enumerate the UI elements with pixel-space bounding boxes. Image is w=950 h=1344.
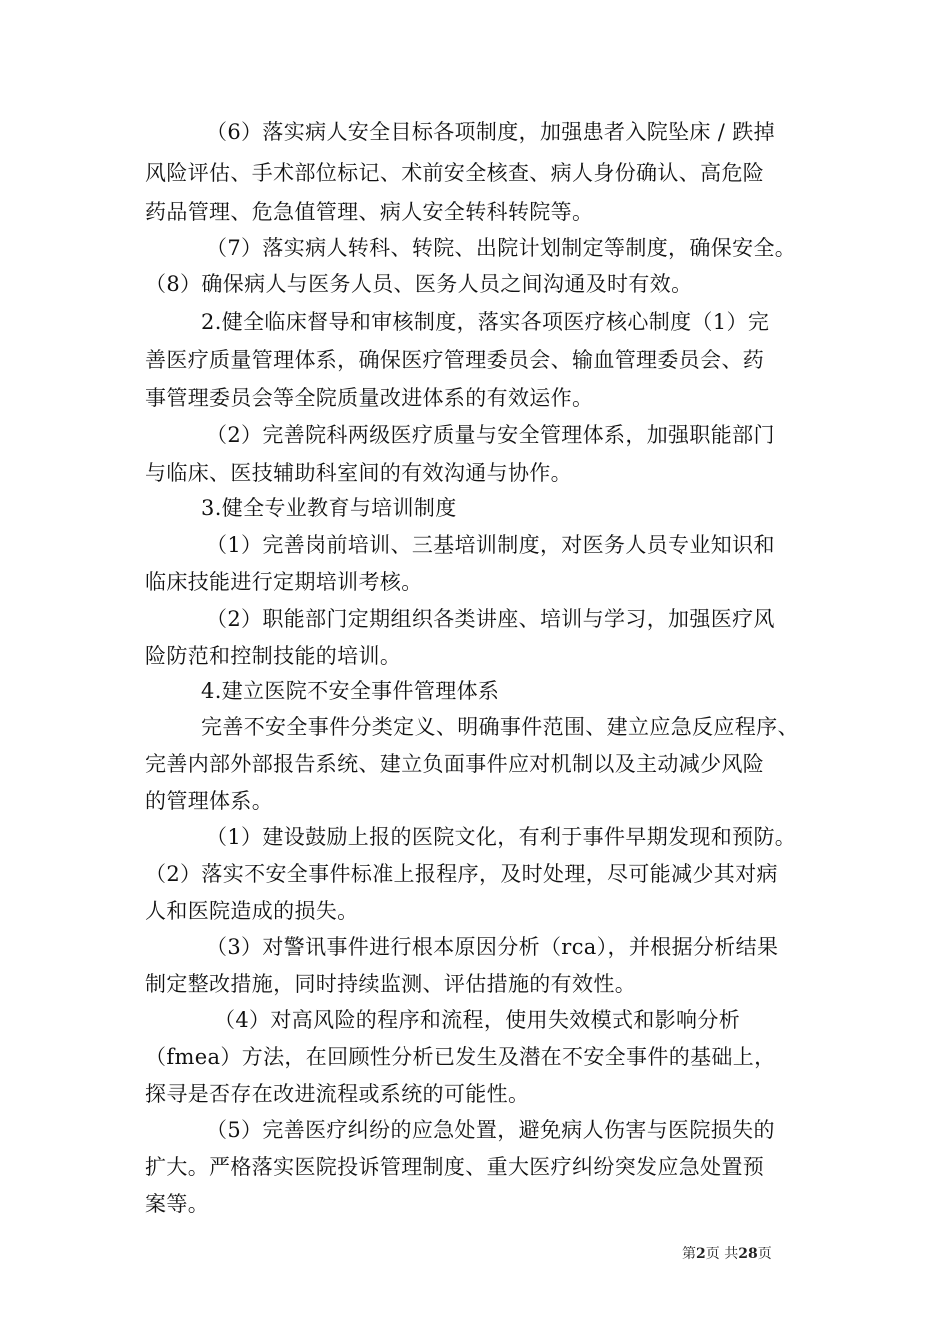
text-line: （3）对警讯事件进行根本原因分析（rca），并根据分析结果 bbox=[206, 935, 779, 959]
text-line: 探寻是否存在改进流程或系统的可能性。 bbox=[145, 1082, 530, 1106]
text-line: 与临床、医技辅助科室间的有效沟通与协作。 bbox=[145, 461, 572, 485]
footer-middle: 页 共 bbox=[705, 1246, 739, 1262]
text-line: 险防范和控制技能的培训。 bbox=[145, 644, 402, 668]
text-line: 药品管理、危急值管理、病人安全转科转院等。 bbox=[145, 200, 594, 224]
text-line: 风险评估、手术部位标记、术前安全核查、病人身份确认、高危险 bbox=[145, 161, 765, 185]
text-line: 制定整改措施，同时持续监测、评估措施的有效性。 bbox=[145, 972, 637, 996]
text-line: （2）职能部门定期组织各类讲座、培训与学习，加强医疗风 bbox=[206, 607, 775, 631]
text-line: 事管理委员会等全院质量改进体系的有效运作。 bbox=[145, 386, 594, 410]
text-line: 扩大。严格落实医院投诉管理制度、重大医疗纠纷突发应急处置预 bbox=[145, 1155, 765, 1179]
text-line: 善医疗质量管理体系，确保医疗管理委员会、输血管理委员会、药 bbox=[145, 348, 765, 372]
text-line: （fmea）方法，在回顾性分析已发生及潜在不安全事件的基础上， bbox=[145, 1045, 776, 1069]
text-line: （8）确保病人与医务人员、医务人员之间沟通及时有效。 bbox=[145, 272, 693, 296]
current-page-number: 2 bbox=[696, 1246, 706, 1262]
text-line: （2）落实不安全事件标准上报程序，及时处理，尽可能减少其对病 bbox=[145, 862, 778, 886]
text-line: （2）完善院科两级医疗质量与安全管理体系，加强职能部门 bbox=[206, 423, 775, 447]
text-line: （7）落实病人转科、转院、出院计划制定等制度，确保安全。 bbox=[206, 236, 797, 260]
text-line: （1）建设鼓励上报的医院文化，有利于事件早期发现和预防。 bbox=[206, 825, 797, 849]
total-pages-number: 28 bbox=[738, 1246, 758, 1262]
text-line: 2.健全临床督导和审核制度，落实各项医疗核心制度（1）完 bbox=[201, 310, 770, 334]
footer-suffix: 页 bbox=[757, 1246, 772, 1262]
text-line: （1）完善岗前培训、三基培训制度，对医务人员专业知识和 bbox=[206, 533, 775, 557]
text-line: （4）对高风险的程序和流程，使用失效模式和影响分析 bbox=[214, 1008, 741, 1032]
text-line: （6）落实病人安全目标各项制度，加强患者入院坠床 / 跌掉 bbox=[206, 120, 775, 144]
footer-prefix: 第 bbox=[682, 1246, 696, 1262]
text-line: 人和医院造成的损失。 bbox=[145, 899, 359, 923]
text-line: 完善不安全事件分类定义、明确事件范围、建立应急反应程序、 bbox=[201, 715, 799, 739]
page-number-footer bbox=[682, 1244, 772, 1264]
text-line: 的管理体系。 bbox=[145, 789, 274, 813]
text-line: 完善内部外部报告系统、建立负面事件应对机制以及主动减少风险 bbox=[145, 752, 765, 776]
text-line: 临床技能进行定期培训考核。 bbox=[145, 570, 423, 594]
section-heading: 3.健全专业教育与培训制度 bbox=[201, 496, 457, 520]
section-heading: 4.建立医院不安全事件管理体系 bbox=[201, 679, 500, 703]
text-line: （5）完善医疗纠纷的应急处置，避免病人伤害与医院损失的 bbox=[206, 1118, 775, 1142]
text-line: 案等。 bbox=[145, 1192, 210, 1216]
